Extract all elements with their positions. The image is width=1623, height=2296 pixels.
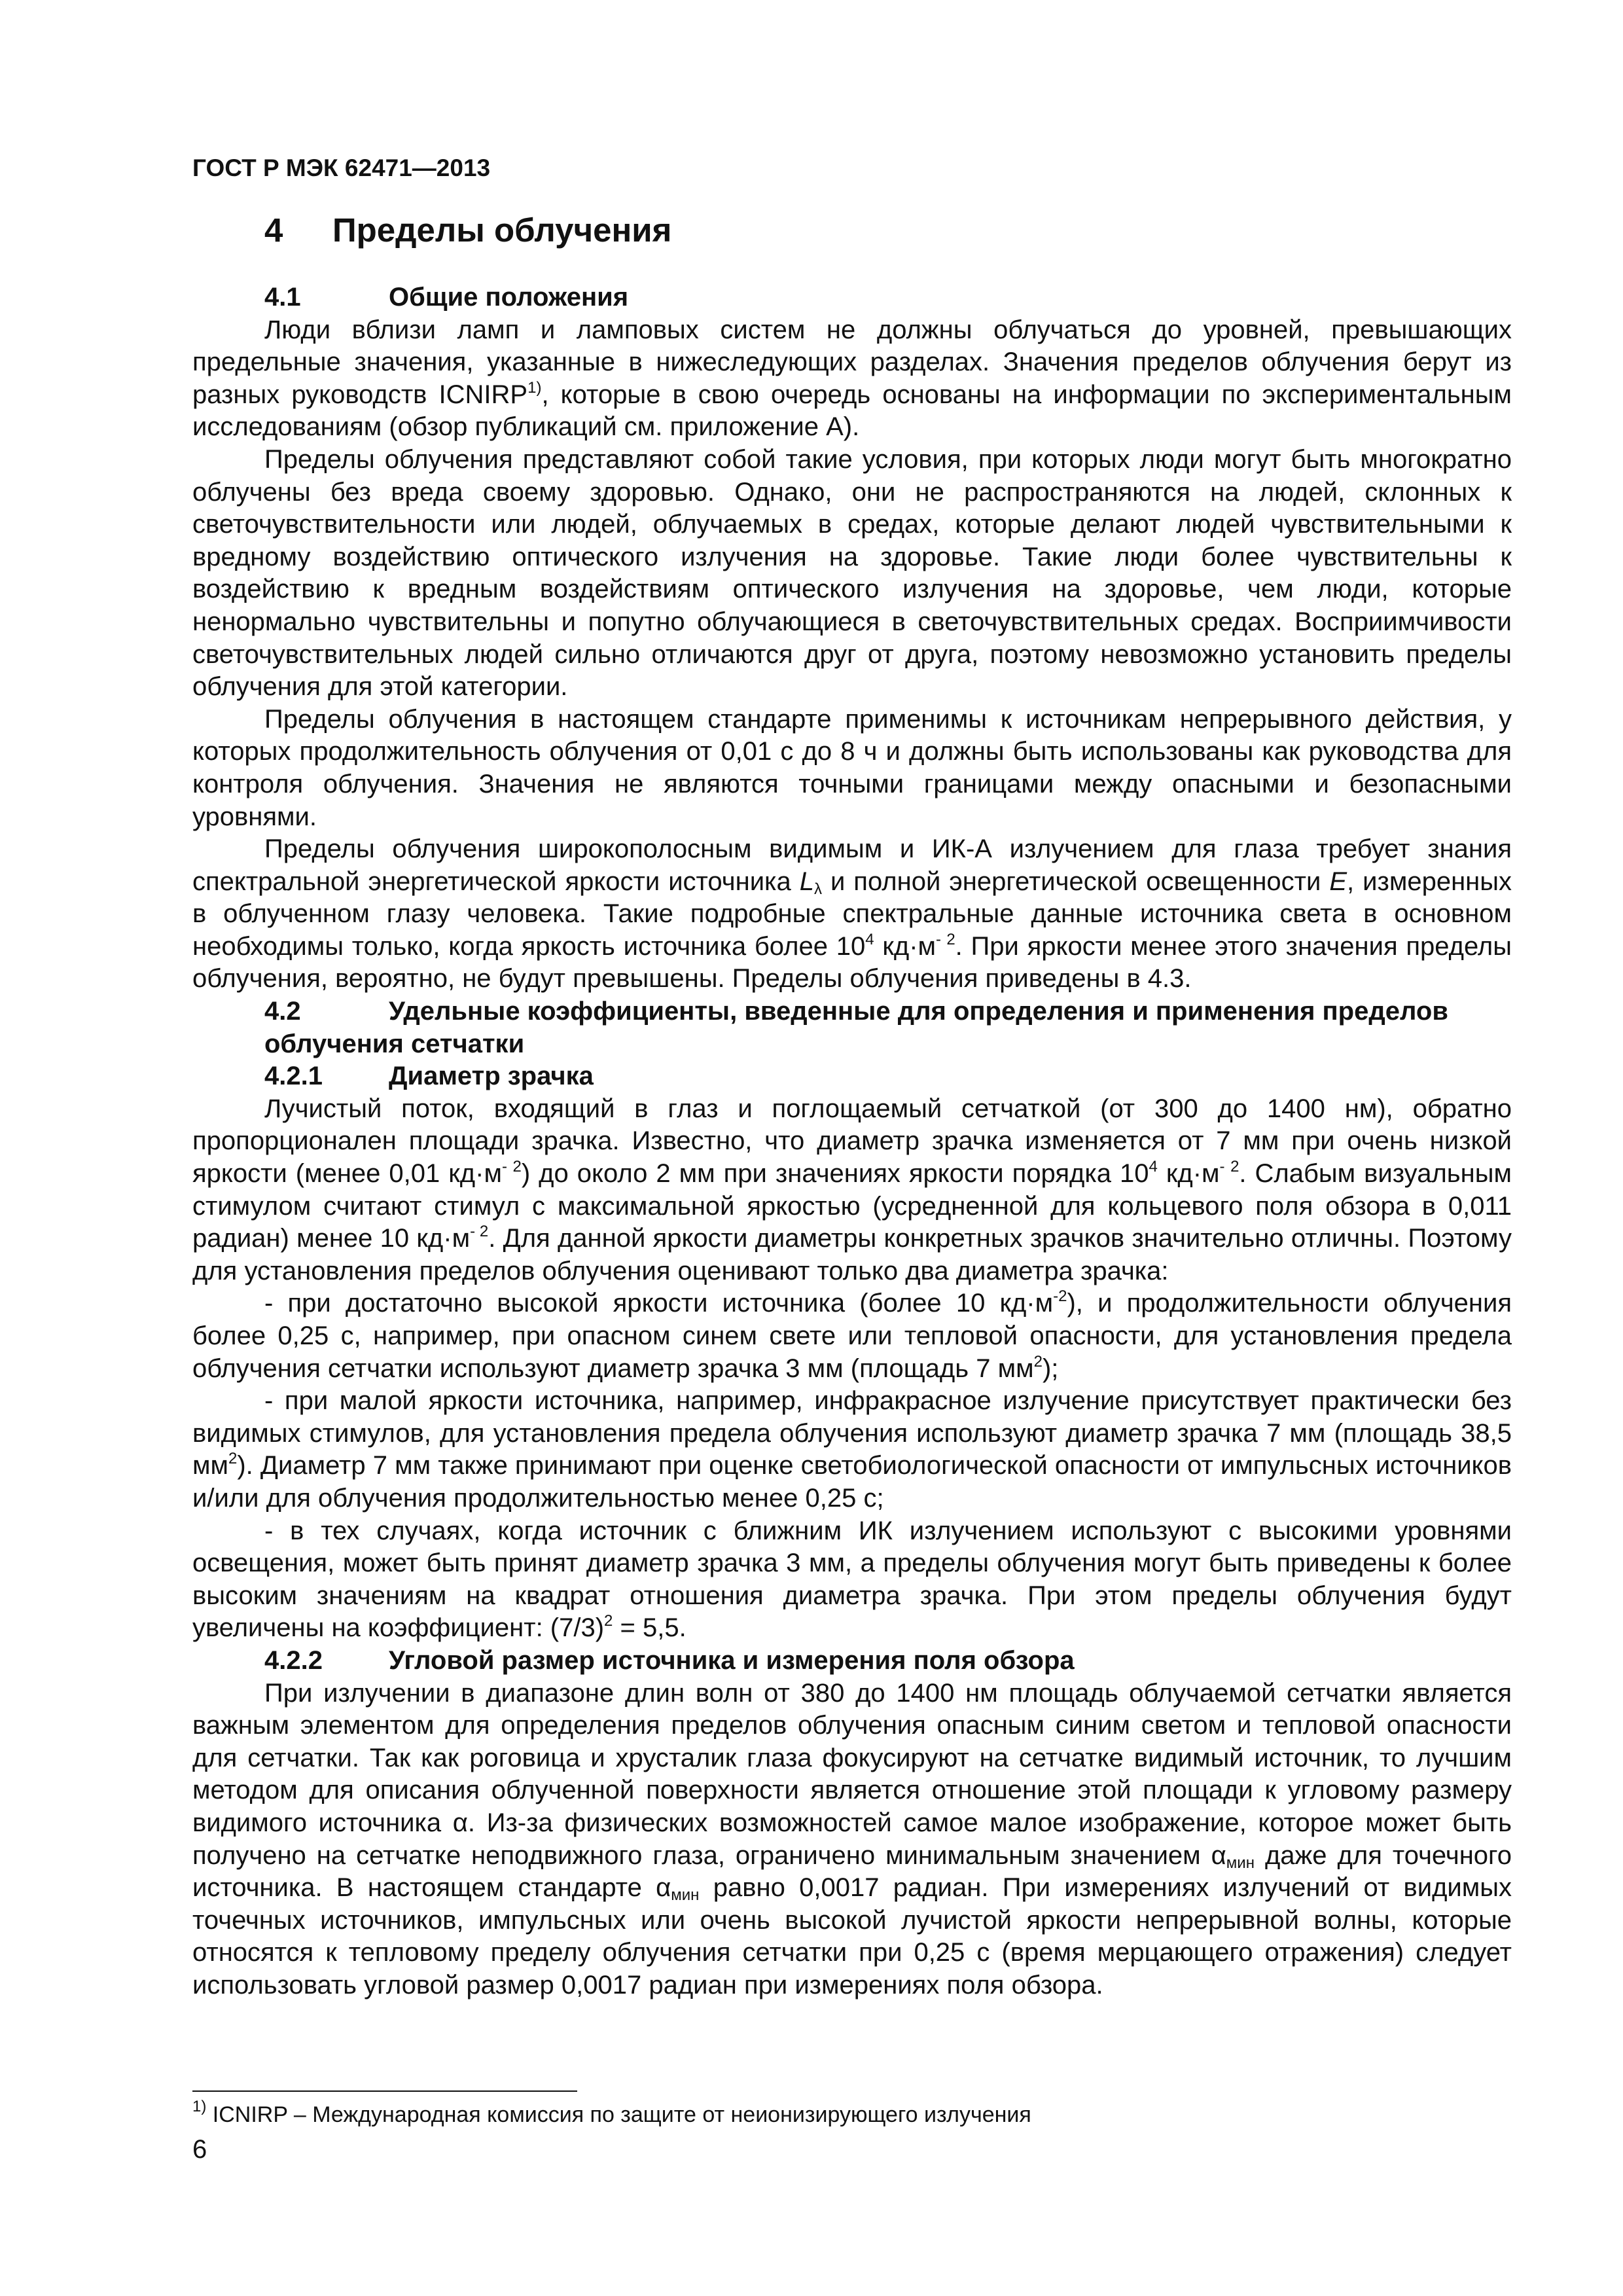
- section-title: Пределы облучения: [332, 211, 672, 249]
- paragraph: Пределы облучения представляют собой такие условия, при которых люди могут быть многократно облучены без вреда своему здоровью. Однако, они не распространяются на людей, склонных к светочувствительности или людей, облучаемых в средах, которые делают людей чувствительными к вредному воздействию оптического излучения на здоровье. Такие люди более чувствительны к воздействию к вредным воздействиям оптического излучения на здоровье, чем люди, которые ненормально чувствительны и попутно облучающиеся в светочувствительных средах. Восприимчивости светочувствительных людей сильно отличаются друг от друга, поэтому невозможно установить пределы облучения для этой категории.: [192, 444, 1512, 702]
- paragraph: Пределы облучения в настоящем стандарте применимы к источникам непрерывного действия, у которых продолжительность облучения от 0,01 с до 8 ч и должны быть использованы как руководства для контроля облучения. Значения не являются точными границами между опасными и безопасными уровнями.: [192, 704, 1512, 831]
- footnote-rule: [192, 2090, 577, 2092]
- paragraph: Лучистый поток, входящий в глаз и поглощаемый сетчаткой (от 300 до 1400 нм), обратно пропорционален площади зрачка. Известно, что диаметр зрачка изменяется от 7 мм при очень низкой яркости (менее 0,01 $кд\cdot м^{- 2}$) до около 2 мм при значениях яркости порядка $10^4$ $кд\cdot м^{- 2}$. Слабым визуальным стимулом считают стимул с максимальной яркостью (усредненной для кольцевого поля обзора в 0,011 радиан) менее 10 $кд\cdot м^{- 2}$. Для данной яркости диаметры конкретных зрачков значительно отличны. Поэтому для установления пределов облучения оценивают только два диаметра зрачка:: [192, 1094, 1512, 1285]
- list-item: - в тех случаях, когда источник с ближним ИК излучением используют с высокими уровнями освещения, может быть принят диаметр зрачка 3 мм, а пределы облучения могут быть приведены к более высоким значениям на квадрат отношения диаметра зрачка. При этом пределы облучения будут увеличены на коэффициент: $(7/3)^2 = 5,5$.: [192, 1516, 1512, 1643]
- subsection-heading-4-2-1: 4.2.1 Диаметр зрачка: [264, 1062, 594, 1091]
- document-body: [192, 281, 1512, 2001]
- paragraph: Пределы облучения широкополосным видимым и ИК-А излучением для глаза требует знания спектральной энергетической яркости источника $L_\lambda$ и полной энергетической освещенности E, измеренных в облученном глазу человека. Такие подробные спектральные данные источника света в основном необходимы только, когда яркость источника более $10^4$ $кд\cdot м^{- 2}$. При яркости менее этого значения пределы облучения, вероятно, не будут превышены. Пределы облучения приведены в 4.3.: [192, 834, 1512, 994]
- document-header: ГОСТ Р МЭК 62471—2013: [192, 154, 491, 181]
- paragraph: При излучении в диапазоне длин волн от 380 до 1400 нм площадь облучаемой сетчатки является важным элементом для определения пределов облучения опасным синим светом и тепловой опасности для сетчатки. Так как роговица и хрусталик глаза фокусируют на сетчатке видимый источник, то лучшим методом для описания облученной поверхности является отношение этой площади к угловому размеру видимого источника α. Из-за физических возможностей самое малое изображение, которое может быть получено на сетчатке неподвижного глаза, ограничено минимальным значением $\alpha_{мин}$ даже для точечного источника. В настоящем стандарте $\alpha_{мин}$ равно 0,0017 радиан. При измерениях излучений от видимых точечных источников, импульсных или очень высокой лучистой яркости непрерывной волны, которые относятся к тепловому пределу облучения сетчатки при 0,25 с (время мерцающего отражения) следует использовать угловой размер 0,0017 радиан при измерениях поля обзора.: [192, 1678, 1512, 2000]
- subsection-heading-4-2: 4.2 Удельные коэффициенты, введенные для определения и применения пределов облучения сетчатки: [264, 997, 1448, 1058]
- section-heading: [264, 211, 671, 249]
- subsection-heading-4-2-2: 4.2.2 Угловой размер источника и измерения поля обзора: [264, 1645, 1075, 1675]
- page-number: 6: [192, 2135, 207, 2164]
- subsection-heading-4-1: 4.1 Общие положения: [264, 283, 629, 312]
- document-page: [192, 0, 1512, 2296]
- list-item: - при достаточно высокой яркости источника (более 10 $кд\cdot м^{-2}$), и продолжительности облучения более 0,25 с, например, при опасном синем свете или тепловой опасности, для установления предела облучения сетчатки используют диаметр зрачка 3 мм (площадь 7 $мм^2$);: [192, 1287, 1512, 1383]
- footnote: [192, 2098, 1031, 2128]
- footnote-text: ICNIRP – Международная комиссия по защите от неионизирующего излучения: [206, 2102, 1031, 2127]
- footnote-mark: 1): [192, 2098, 207, 2115]
- section-number: 4: [264, 211, 283, 249]
- paragraph: Люди вблизи ламп и ламповых систем не должны облучаться до уровней, превышающих предельные значения, указанные в нижеследующих разделах. Значения пределов облучения берут из разных руководств ICNIRP$^{1)}$, которые в свою очередь основаны на информации по экспериментальным исследованиям (обзор публикаций см. приложение А).: [192, 315, 1512, 442]
- list-item: - при малой яркости источника, например, инфракрасное излучение присутствует практически без видимых стимулов, для установления предела облучения используют диаметр зрачка 7 мм (площадь 38,5 $мм^2$). Диаметр 7 мм также принимают при оценке светобиологической опасности от импульсных источников и/или для облучения продолжительностью менее 0,25 с;: [192, 1386, 1512, 1513]
